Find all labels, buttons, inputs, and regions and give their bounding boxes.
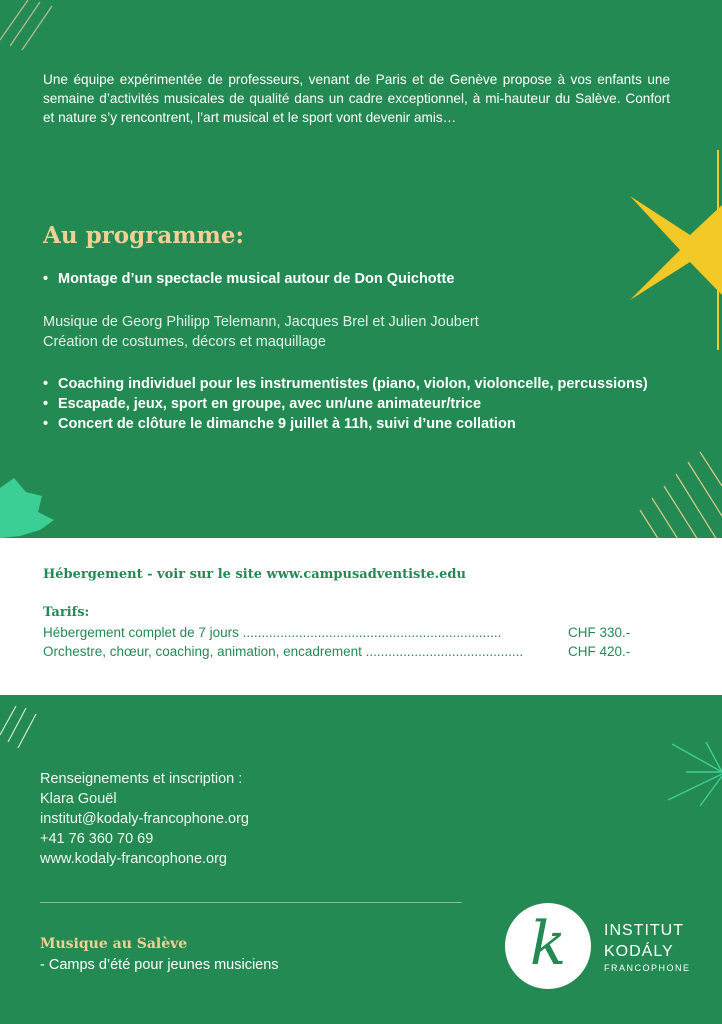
programme-list-main [43, 269, 454, 289]
price-amount: CHF 420.- [568, 644, 631, 659]
price-label: Hébergement complet de 7 jours ..................................................................... [43, 625, 502, 640]
logo-wordmark [604, 920, 691, 974]
list-item: • Concert de clôture le dimanche 9 juillet à 11h, suivi d’une collation [43, 414, 653, 434]
intro-paragraph: Une équipe expérimentée de professeurs, venant de Paris et de Genève propose à vos enfants une semaine d’activités musicales de qualité dans un cadre exceptionnel, à mi-hauteur du Salève. Confort et nature s’y rencontrent, l’art musical et le sport vont devenir amis… [43, 72, 670, 125]
logo-mark: k [529, 909, 567, 979]
contact-name: Klara Gouël [40, 791, 117, 807]
price-row-orchestre [43, 643, 643, 661]
kodaly-logo-icon [505, 903, 591, 989]
camp-title: Musique au Salève [40, 936, 188, 952]
programme-heading: Au programme: [43, 222, 245, 249]
hebergement-link[interactable]: Hébergement - voir sur le site www.campusadventiste.edu [43, 567, 466, 582]
mint-leaf-icon [0, 478, 54, 538]
contact-email[interactable]: institut@kodaly-francophone.org [40, 811, 249, 827]
pricing-band [0, 538, 722, 695]
logo-line-institut: INSTITUT [604, 922, 684, 939]
divider [40, 902, 462, 903]
contact-heading: Renseignements et inscription : [40, 771, 243, 787]
music-creation: Création de costumes, décors et maquillage [43, 334, 326, 350]
music-details [43, 312, 479, 352]
price-amount: CHF 330.- [568, 625, 631, 640]
top-left-stripes-icon [0, 0, 52, 50]
list-item: • Montage d’un spectacle musical autour de Don Quichotte [43, 269, 454, 289]
price-label: Orchestre, chœur, coaching, animation, encadrement .......................................... [43, 644, 524, 659]
programme-list-activities [43, 374, 653, 434]
price-row-hebergement [43, 624, 643, 642]
contact-phone[interactable]: +41 76 360 70 69 [40, 831, 154, 847]
logo-line-francophone: FRANCOPHONE [604, 963, 691, 973]
bottom-left-stripes-icon [0, 706, 36, 748]
contact-block [40, 769, 249, 869]
yellow-star-icon [630, 150, 722, 350]
list-item: • Coaching individuel pour les instrumentistes (piano, violon, violoncelle, percussions) [43, 374, 653, 394]
logo-line-kodaly: KODÁLY [604, 943, 674, 960]
camp-subtitle: - Camps d’été pour jeunes musiciens [40, 957, 279, 973]
contact-website[interactable]: www.kodaly-francophone.org [40, 851, 227, 867]
mint-star-icon [668, 742, 722, 806]
tarifs-heading: Tarifs: [43, 605, 90, 620]
music-composers: Musique de Georg Philipp Telemann, Jacques Brel et Julien Joubert [43, 314, 479, 330]
list-item: • Escapade, jeux, sport en groupe, avec un/une animateur/trice [43, 394, 653, 414]
